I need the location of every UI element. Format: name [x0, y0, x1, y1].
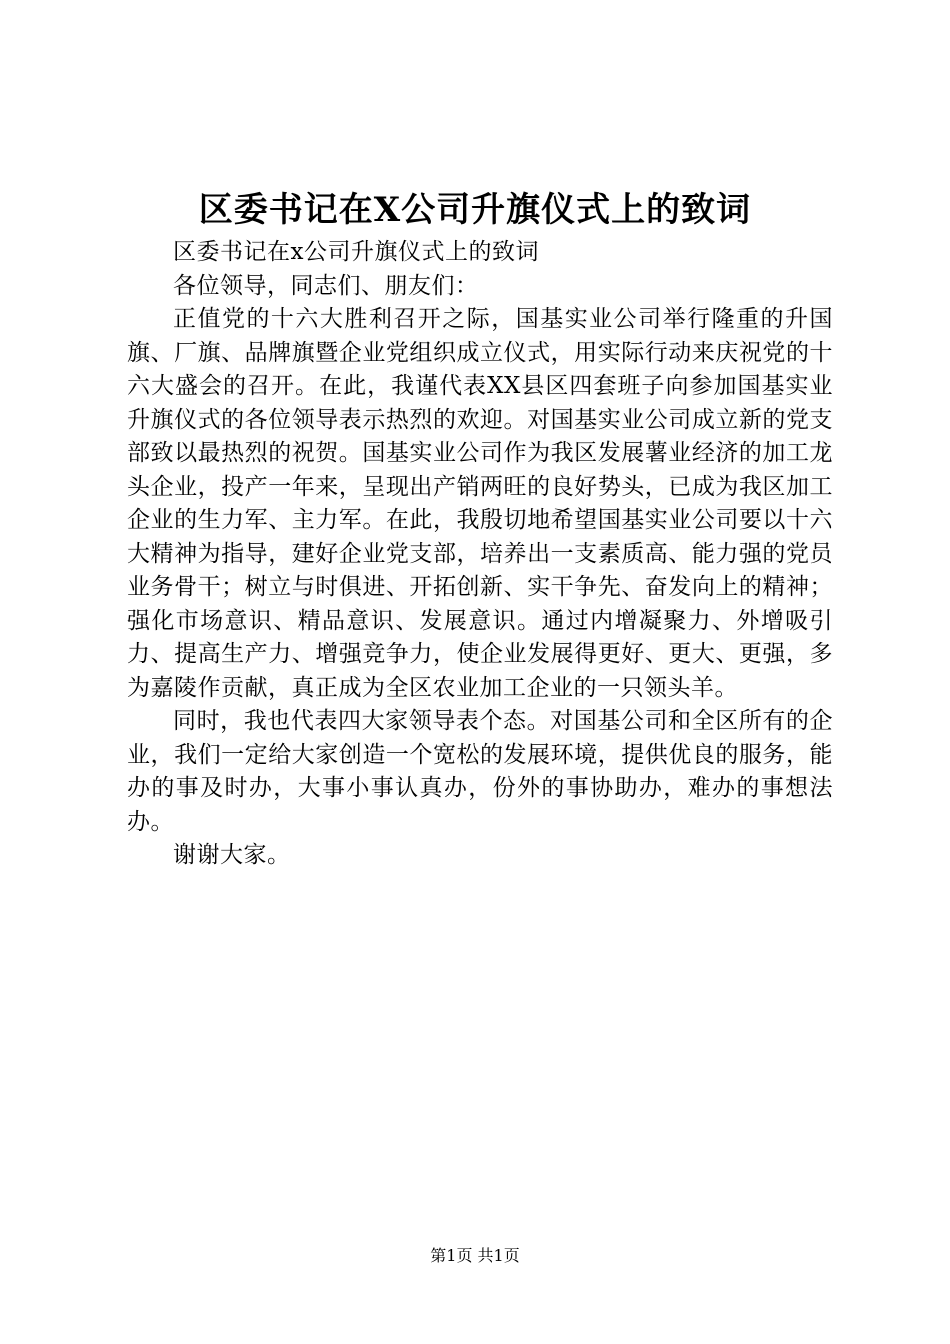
document-body: [127, 236, 833, 873]
paragraph-closing: 谢谢大家。: [173, 842, 291, 868]
paragraph-main: 正值党的十六大胜利召开之际，国基实业公司举行隆重的升国旗、厂旗、品牌旗暨企业党组织成立仪式，用实际行动来庆祝党的十六大盛会的召开。在此，我谨代表XX县区四套班子向参加国基实业升旗仪式的各位领导表示热烈的欢迎。对国基实业公司成立新的党支部致以最热烈的祝贺。国基实业公司作为我区发展薯业经济的加工龙头企业，投产一年来，呈现出产销两旺的良好势头，已成为我区加工企业的生力军、主力军。在此，我殷切地希望国基实业公司要以十六大精神为指导，建好企业党支部，培养出一支素质高、能力强的党员业务骨干；树立与时俱进、开拓创新、实干争先、奋发向上的精神；强化市场意识、精品意识、发展意识。通过内增凝聚力、外增吸引力、提高生产力、增强竞争力，使企业发展得更好、更大、更强，多为嘉陵作贡献，真正成为全区农业加工企业的一只领头羊。: [127, 306, 833, 701]
paragraph-subtitle: 区委书记在x公司升旗仪式上的致词: [173, 239, 539, 265]
document-title: 区委书记在X公司升旗仪式上的致词: [198, 190, 752, 230]
page-footer: 第1页 共1页: [430, 1246, 520, 1265]
paragraph-pledge: 同时，我也代表四大家领导表个态。对国基公司和全区所有的企业，我们一定给大家创造一个宽松的发展环境，提供优良的服务，能办的事及时办，大事小事认真办，份外的事协助办，难办的事想法办。: [127, 708, 833, 835]
paragraph-salutation: 各位领导，同志们、朋友们：: [173, 272, 479, 299]
